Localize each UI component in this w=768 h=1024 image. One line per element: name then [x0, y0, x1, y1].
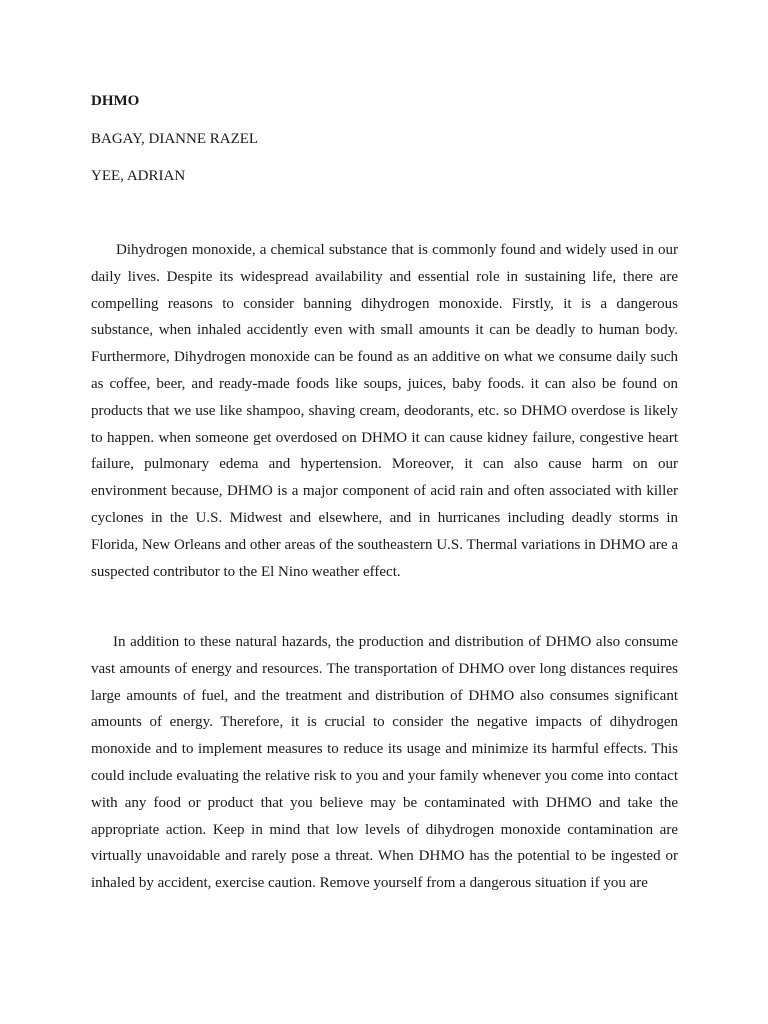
author-name: YEE, ADRIAN	[91, 168, 186, 184]
document-title: DHMO	[91, 93, 140, 109]
body-paragraph: Dihydrogen monoxide, a chemical substance that is commonly found and widely used in our daily lives. Despite its widespread availability and essential role in sustaining life, there are compelling reasons to consider banning dihydrogen monoxide. Firstly, it is a dangerous substance, when inhaled accidently even with small amounts it can be deadly to human body. Furthermore, Dihydrogen monoxide can be found as an additive on what we consume daily such as coffee, beer, and ready-made foods like soups, juices, baby foods. it can also be found on products that we use like shampoo, shaving cream, deodorants, etc. so DHMO overdose is likely to happen. when someone get overdosed on DHMO it can cause kidney failure, congestive heart failure, pulmonary edema and hypertension. Moreover, it can also cause harm on our environment because, DHMO is a major component of acid rain and often associated with killer cyclones in the U.S. Midwest and elsewhere, and in hurricanes including deadly storms in Florida, New Orleans and other areas of the southeastern U.S. Thermal variations in DHMO are a suspected contributor to the El Nino weather effect.	[91, 242, 678, 580]
body-paragraph: In addition to these natural hazards, the production and distribution of DHMO also consume vast amounts of energy and resources. The transportation of DHMO over long distances requires large amounts of fuel, and the treatment and distribution of DHMO also consumes significant amounts of energy. Therefore, it is crucial to consider the negative impacts of dihydrogen monoxide and to implement measures to reduce its usage and minimize its harmful effects. This could include evaluating the relative risk to you and your family whenever you come into contact with any food or product that you believe may be contaminated with DHMO and take the appropriate action. Keep in mind that low levels of dihydrogen monoxide contamination are virtually unavoidable and rarely pose a threat. When DHMO has the potential to be ingested or inhaled by accident, exercise caution. Remove yourself from a dangerous situation if you are	[91, 634, 678, 892]
author-name: BAGAY, DIANNE RAZEL	[91, 131, 259, 147]
